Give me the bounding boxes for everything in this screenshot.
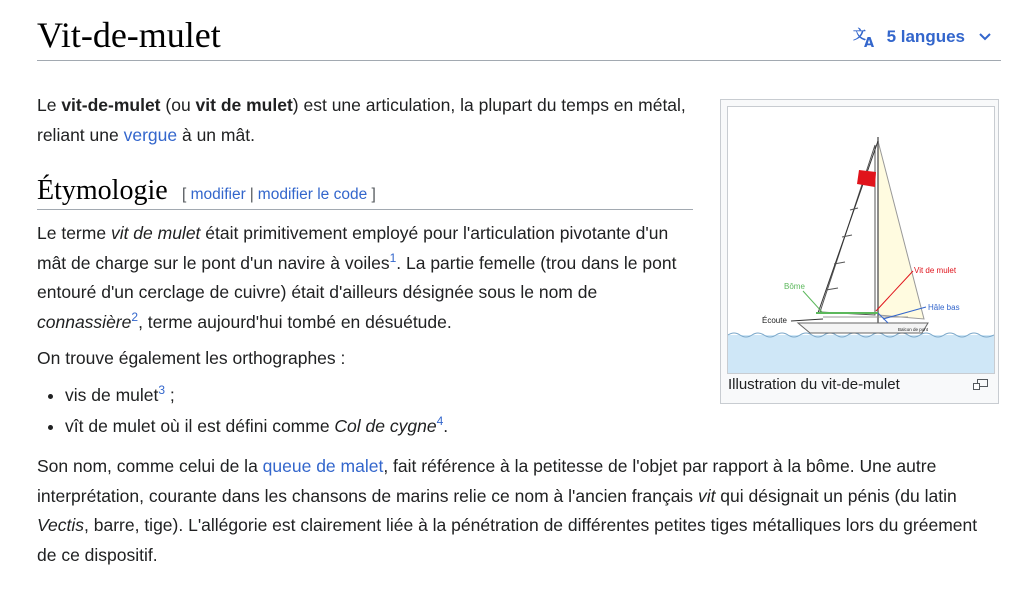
label-balcon: Balcon de pont [898, 327, 929, 332]
ref-2[interactable]: 2 [131, 309, 139, 324]
italic-term: connassière [37, 311, 132, 332]
page-header [37, 12, 1001, 61]
figure-caption: Illustration du vit-de-mulet [728, 376, 900, 393]
text: qui désignait un pénis (du latin [715, 485, 957, 506]
sailboat-illustration[interactable] [727, 106, 995, 374]
text: Son nom, comme celui de la [37, 456, 263, 476]
separator: | [249, 186, 254, 203]
bracket: ] [371, 186, 376, 203]
italic-term: Col de cygne [334, 415, 437, 436]
chevron-down-icon [979, 33, 991, 41]
name-paragraph [37, 452, 995, 570]
bold-term: vit de mulet [195, 95, 293, 115]
text: à un mât. [177, 124, 255, 145]
spellings-list [37, 380, 448, 441]
link-queue-de-malet[interactable]: queue de malet [262, 456, 384, 476]
list-item [65, 380, 448, 411]
link-vergue[interactable]: vergue [123, 124, 178, 145]
text: . [443, 415, 449, 436]
page-title: Vit-de-mulet [37, 15, 221, 55]
lead-paragraph [37, 91, 697, 150]
section-title: Étymologie [37, 175, 168, 206]
bold-term: vit-de-mulet [61, 95, 161, 115]
italic-term: Vectis [37, 515, 85, 535]
edit-link[interactable]: modifier [190, 186, 246, 203]
ref-4[interactable]: 4 [436, 413, 444, 428]
label-ecoute: Écoute [762, 316, 787, 325]
text: . La partie femelle (trou dans le pont entouré d'un cerclage de cuivre) était d'ailleurs désignée sous le nom de [37, 252, 677, 302]
languages-button[interactable] [853, 26, 991, 48]
label-hale: Hâle bas [928, 303, 960, 312]
italic-term: vit de mulet [110, 223, 201, 243]
text: était primitivement employé pour l'articulation pivotante d'un mât de charge sur le pont d'un navire à voiles [37, 223, 669, 273]
text: vît de mulet où il est défini comme [65, 415, 335, 436]
text: ; [165, 385, 175, 405]
text: , fait référence à la petitesse de l'objet par rapport à la bôme. Une autre interprétation, courante dans les chansons de marins relie ce nom à l'ancien français [37, 456, 937, 506]
svg-text:A: A [863, 36, 874, 48]
section-heading-etymologie [37, 175, 693, 210]
list-item [65, 411, 448, 442]
also-paragraph: On trouve également les orthographes : [37, 348, 346, 368]
text: Le terme [37, 223, 111, 243]
ref-3[interactable]: 3 [158, 383, 166, 398]
text: (ou [160, 95, 196, 115]
edit-code-link[interactable]: modifier le code [257, 186, 368, 203]
label-vit: Vit de mulet [914, 266, 957, 275]
magnify-icon[interactable] [973, 377, 988, 395]
text: Le [37, 95, 62, 115]
svg-text:文: 文 [852, 28, 866, 43]
edit-links [182, 186, 376, 204]
text: ) est une articulation, la plupart du temps en métal, reliant une [37, 95, 686, 145]
etymology-paragraph [37, 219, 697, 337]
italic-term: vit [697, 485, 716, 506]
figure-thumbnail [720, 99, 999, 404]
text: vis de mulet [65, 385, 159, 405]
bracket: [ [182, 186, 187, 203]
label-bome: Bôme [784, 282, 805, 291]
text: , terme aujourd'hui tombé en désuétude. [138, 311, 452, 332]
text: , barre, tige). L'allégorie est clairement liée à la pénétration de différentes petites tiges métalliques lors du gréement de ce dispositif. [37, 515, 978, 565]
ref-1[interactable]: 1 [389, 250, 397, 265]
translate-icon [853, 26, 877, 48]
languages-label: 5 langues [886, 27, 965, 46]
